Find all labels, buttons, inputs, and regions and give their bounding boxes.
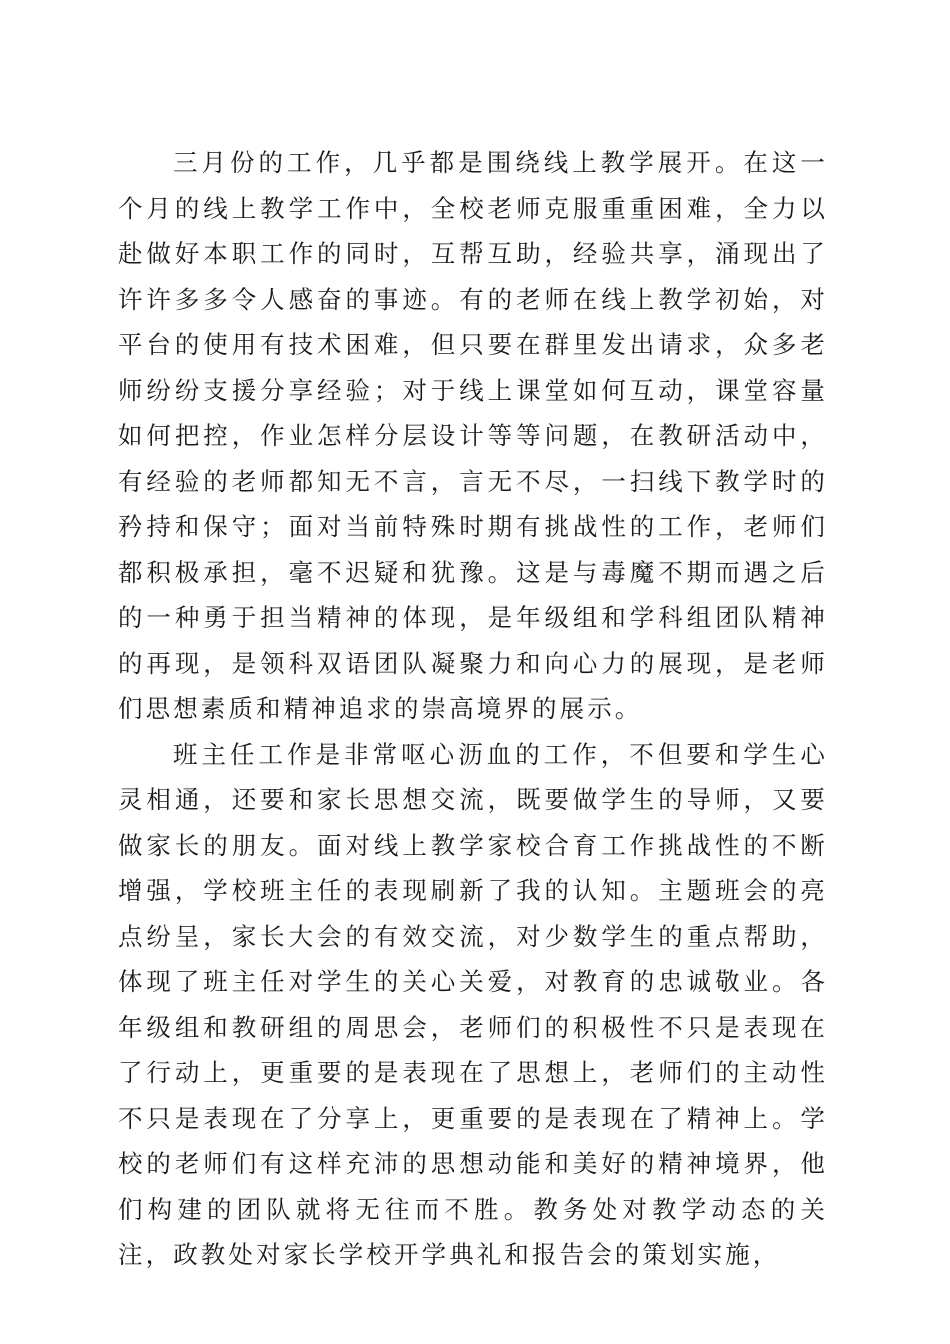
paragraph-head-teacher-work: 班主任工作是非常呕心沥血的工作，不但要和学生心灵相通，还要和家长思想交流，既要做学生的导师，又要做家长的朋友。面对线上教学家校合育工作挑战性的不断增强，学校班主任的表现刷新了我的认知。主题班会的亮点纷呈，家长大会的有效交流，对少数学生的重点帮助，体现了班主任对学生的关心关爱，对教育的忠诚敬业。各年级组和教研组的周思会，老师们的积极性不只是表现在了行动上，更重要的是表现在了思想上，老师们的主动性不只是表现在了分享上，更重要的是表现在了精神上。学校的老师们有这样充沛的思想动能和美好的精神境界，他们构建的团队就将无往而不胜。教务处对教学动态的关注，政教处对家长学校开学典礼和报告会的策划实施， xyxy=(118,739,828,1269)
paragraph-online-teaching: 三月份的工作，几乎都是围绕线上教学展开。在这一个月的线上教学工作中，全校老师克服重重困难，全力以赴做好本职工作的同时，互帮互助，经验共享，涌现出了许许多多令人感奋的事迹。有的老师在线上教学初始，对平台的使用有技术困难，但只要在群里发出请求，众多老师纷纷支援分享经验；对于线上课堂如何互动，课堂容量如何把控，作业怎样分层设计等等问题，在教研活动中，有经验的老师都知无不言，言无不尽，一扫线下教学时的矜持和保守；面对当前特殊时期有挑战性的工作，老师们都积极承担，毫不迟疑和犹豫。这是与毒魔不期而遇之后的一种勇于担当精神的体现，是年级组和学科组团队精神的再现，是领科双语团队凝聚力和向心力的展现，是老师们思想素质和精神追求的崇高境界的展示。 xyxy=(118,148,828,723)
body-text xyxy=(118,140,828,1278)
